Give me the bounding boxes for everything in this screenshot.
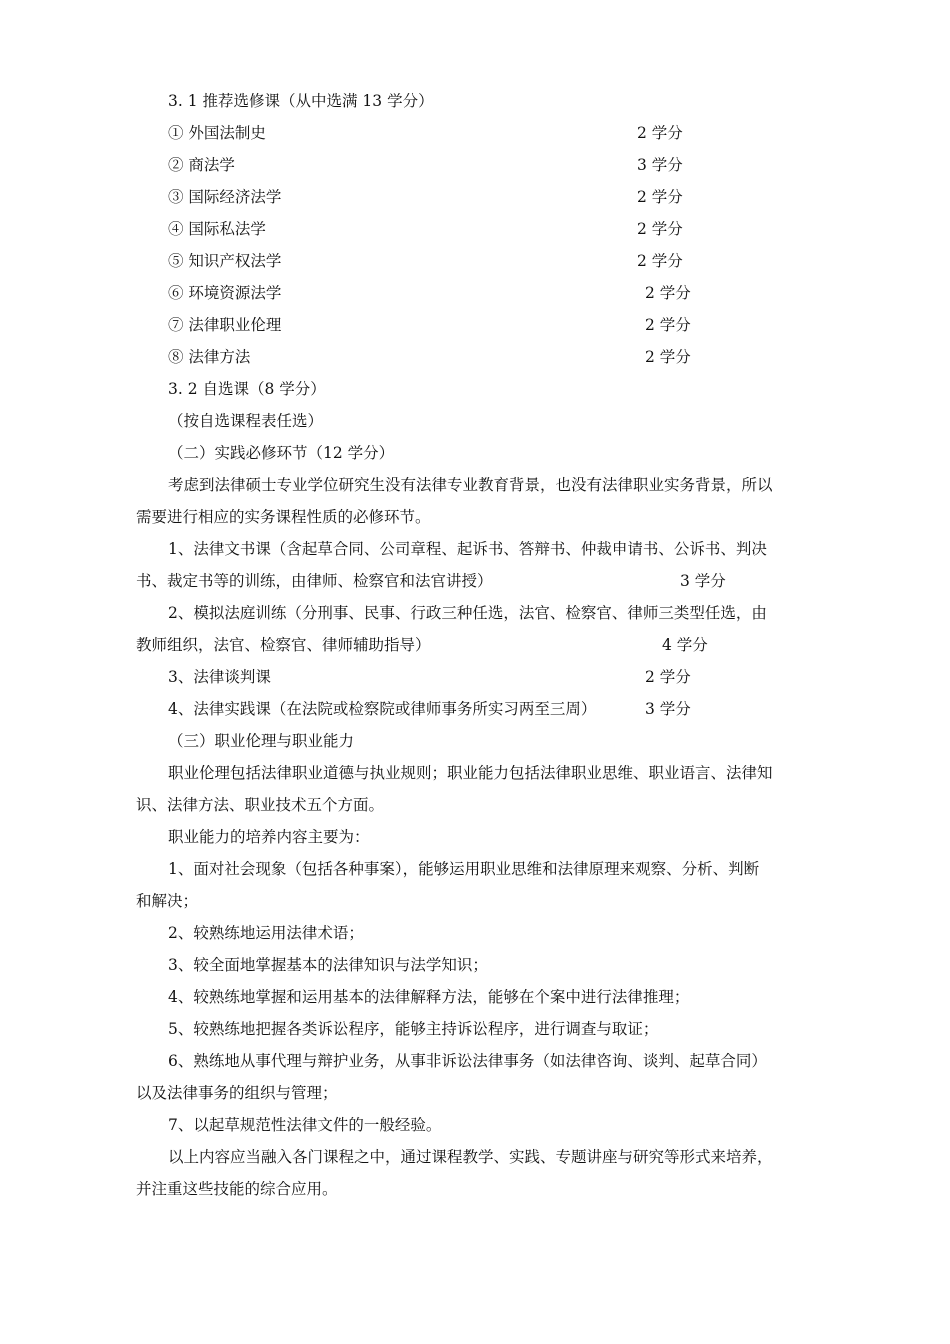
closing-paragraph-line: 以上内容应当融入各门课程之中，通过课程教学、实践、专题讲座与研究等形式来培养， [168,1148,773,1166]
course-credit: 2 学分 [637,220,683,238]
ability-item-line: 4、较熟练地掌握和运用基本的法律解释方法，能够在个案中进行法律推理； [168,988,690,1006]
course-name: ④ 国际私法学 [168,220,266,238]
course-name: ⑦ 法律职业伦理 [168,316,282,334]
course-name: ③ 国际经济法学 [168,188,282,206]
course-credit: 2 学分 [637,252,683,270]
ability-item-line: 2、较熟练地运用法律术语； [168,924,364,942]
practice-item-credit: 2 学分 [645,668,691,686]
ability-item-line: 1、面对社会现象（包括各种事案），能够运用职业思维和法律原理来观察、分析、判断 [168,860,760,878]
course-credit: 2 学分 [645,316,691,334]
ability-item-line: 7、以起草规范性法律文件的一般经验。 [168,1116,442,1134]
practice-item-line: 教师组织，法官、检察官、律师辅助指导） [136,636,431,654]
practice-heading: （二）实践必修环节（12 学分） [168,444,395,462]
ethics-heading: （三）职业伦理与职业能力 [168,732,355,750]
course-credit: 3 学分 [637,156,683,174]
ability-item-line: 以及法律事务的组织与管理； [136,1084,338,1102]
closing-paragraph-line: 并注重这些技能的综合应用。 [136,1180,338,1198]
ethics-paragraph-line: 职业能力的培养内容主要为： [168,828,370,846]
practice-item-credit: 4 学分 [662,636,708,654]
practice-item-line: 1、法律文书课（含起草合同、公司章程、起诉书、答辩书、仲裁申请书、公诉书、判决 [168,540,767,558]
ability-item-line: 6、熟练地从事代理与辩护业务，从事非诉讼法律事务（如法律咨询、谈判、起草合同） [168,1052,767,1070]
section-3-1-heading: 3. 1 推荐选修课（从中选满 13 学分） [168,92,434,110]
practice-intro-line: 考虑到法律硕士专业学位研究生没有法律专业教育背景，也没有法律职业实务背景，所以 [168,476,773,494]
course-credit: 2 学分 [637,188,683,206]
course-name: ② 商法学 [168,156,235,174]
practice-item-line: 书、裁定书等的训练，由律师、检察官和法官讲授） [136,572,493,590]
practice-item-line: 2、模拟法庭训练（分刑事、民事、行政三种任选，法官、检察官、律师三类型任选，由 [168,604,767,622]
ethics-paragraph-line: 职业伦理包括法律职业道德与执业规则；职业能力包括法律职业思维、职业语言、法律知 [168,764,773,782]
ability-item-line: 3、较全面地掌握基本的法律知识与法学知识； [168,956,488,974]
practice-item-line: 4、法律实践课（在法院或检察院或律师事务所实习两至三周） [168,700,597,718]
practice-intro-line: 需要进行相应的实务课程性质的必修环节。 [136,508,431,526]
section-3-2-note: （按自选课程表任选） [168,412,324,430]
practice-item-line: 3、法律谈判课 [168,668,271,686]
course-credit: 2 学分 [645,284,691,302]
course-name: ⑧ 法律方法 [168,348,251,366]
practice-item-credit: 3 学分 [680,572,726,590]
practice-item-credit: 3 学分 [645,700,691,718]
ability-item-line: 和解决； [136,892,199,910]
section-3-2-heading: 3. 2 自选课（8 学分） [168,380,326,398]
course-name: ⑤ 知识产权法学 [168,252,282,270]
course-name: ⑥ 环境资源法学 [168,284,282,302]
ability-item-line: 5、较熟练地把握各类诉讼程序，能够主持诉讼程序，进行调查与取证； [168,1020,659,1038]
course-credit: 2 学分 [645,348,691,366]
course-name: ① 外国法制史 [168,124,266,142]
course-credit: 2 学分 [637,124,683,142]
ethics-paragraph-line: 识、法律方法、职业技术五个方面。 [136,796,385,814]
